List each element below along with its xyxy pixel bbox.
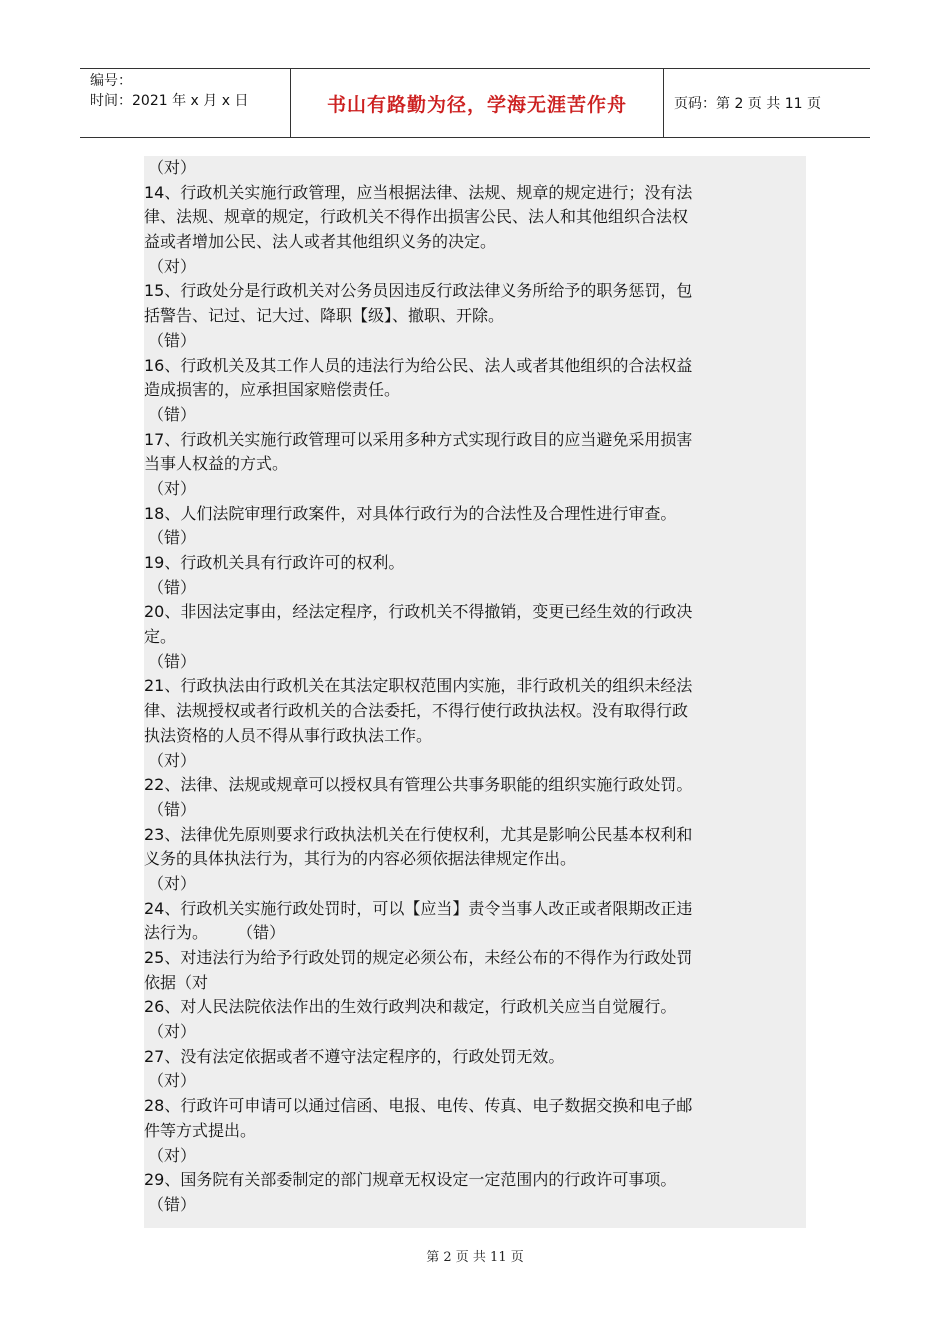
question-line: 29、国务院有关部委制定的部门规章无权设定一定范围内的行政许可事项。 (144, 1170, 677, 1190)
question-line: 17、行政机关实施行政管理可以采用多种方式实现行政目的应当避免采用损害 (144, 429, 693, 449)
answer-line: （对） (148, 1145, 197, 1165)
answer-line: （对） (148, 478, 197, 498)
answer-line: （对） (148, 873, 197, 893)
question-line: 依据（对 (144, 972, 209, 992)
question-line: 15、行政处分是行政机关对公务员因违反行政法律义务所给予的职务惩罚，包 (144, 281, 693, 301)
question-list (144, 156, 806, 1228)
header-page-info: 页码：第 2 页 共 11 页 (674, 96, 821, 112)
question-line: 19、行政机关具有行政许可的权利。 (144, 553, 405, 572)
question-line: 20、非因法定事由，经法定程序，行政机关不得撤销，变更已经生效的行政决 (144, 602, 693, 622)
question-line: 25、对违法行为给予行政处罚的规定必须公布，未经公布的不得作为行政处罚 (144, 948, 693, 967)
question-line: 28、行政许可申请可以通过信函、电报、电传、传真、电子数据交换和电子邮 (144, 1096, 693, 1116)
question-line: 21、行政执法由行政机关在其法定职权范围内实施，非行政机关的组织未经法 (144, 676, 693, 696)
question-line: 当事人权益的方式。 (144, 454, 289, 474)
answer-line: （错） (148, 528, 197, 548)
answer-line: （错） (148, 799, 197, 819)
answer-line: （错） (148, 651, 197, 671)
question-line: 括警告、记过、记大过、降职【级】、撤职、开除。 (144, 306, 505, 326)
answer-line: （错） (148, 577, 197, 597)
header-motto: 书山有路勤为径，学海无涯苦作舟 (290, 69, 664, 137)
answer-line: （错） (148, 1194, 197, 1214)
question-line: 件等方式提出。 (144, 1120, 257, 1140)
question-line: 执法资格的人员不得从事行政执法工作。 (144, 725, 433, 745)
question-line: 14、行政机关实施行政管理，应当根据法律、法规、规章的规定进行；没有法 (144, 182, 693, 202)
question-line: 27、没有法定依据或者不遵守法定程序的，行政处罚无效。 (144, 1046, 565, 1066)
answer-line: （对） (148, 1071, 197, 1091)
question-line: 22、法律、法规或规章可以授权具有管理公共事务职能的组织实施行政处罚。 (144, 775, 693, 795)
question-line: 造成损害的，应承担国家赔偿责任。 (144, 380, 401, 400)
answer-line: （错） (148, 404, 197, 424)
document-date: 时间：2021 年 x 月 x 日 (90, 93, 249, 109)
answer-line: （对） (148, 750, 197, 770)
question-line: 法行为。 （错） (144, 923, 286, 943)
question-line: 义务的具体执法行为，其行为的内容必须依据法律规定作出。 (144, 849, 577, 869)
answer-line: （对） (148, 256, 197, 276)
question-line: 益或者增加公民、法人或者其他组织义务的决定。 (144, 232, 497, 252)
page-header (80, 68, 870, 138)
question-line: 26、对人民法院依法作出的生效行政判决和裁定，行政机关应当自觉履行。 (144, 997, 677, 1017)
question-line: 18、人们法院审理行政案件，对具体行政行为的合法性及合理性进行审查。 (144, 503, 677, 523)
document-number: 编号： (90, 73, 132, 89)
question-line: 定。 (144, 627, 177, 647)
answer-line: （对） (148, 158, 197, 177)
question-line: 23、法律优先原则要求行政执法机关在行使权利，尤其是影响公民基本权利和 (144, 824, 693, 844)
question-line: 24、行政机关实施行政处罚时，可以【应当】责令当事人改正或者限期改正违 (144, 898, 693, 918)
question-line: 律、法规、规章的规定，行政机关不得作出损害公民、法人和其他组织合法权 (144, 207, 689, 227)
answer-line: （对） (148, 1022, 197, 1042)
page-footer: 第 2 页 共 11 页 (426, 1250, 524, 1265)
header-meta (80, 69, 290, 137)
question-line: 律、法规授权或者行政机关的合法委托，不得行使行政执法权。没有取得行政 (144, 701, 689, 721)
question-line: 16、行政机关及其工作人员的违法行为给公民、法人或者其他组织的合法权益 (144, 355, 693, 375)
answer-line: （错） (148, 330, 197, 350)
